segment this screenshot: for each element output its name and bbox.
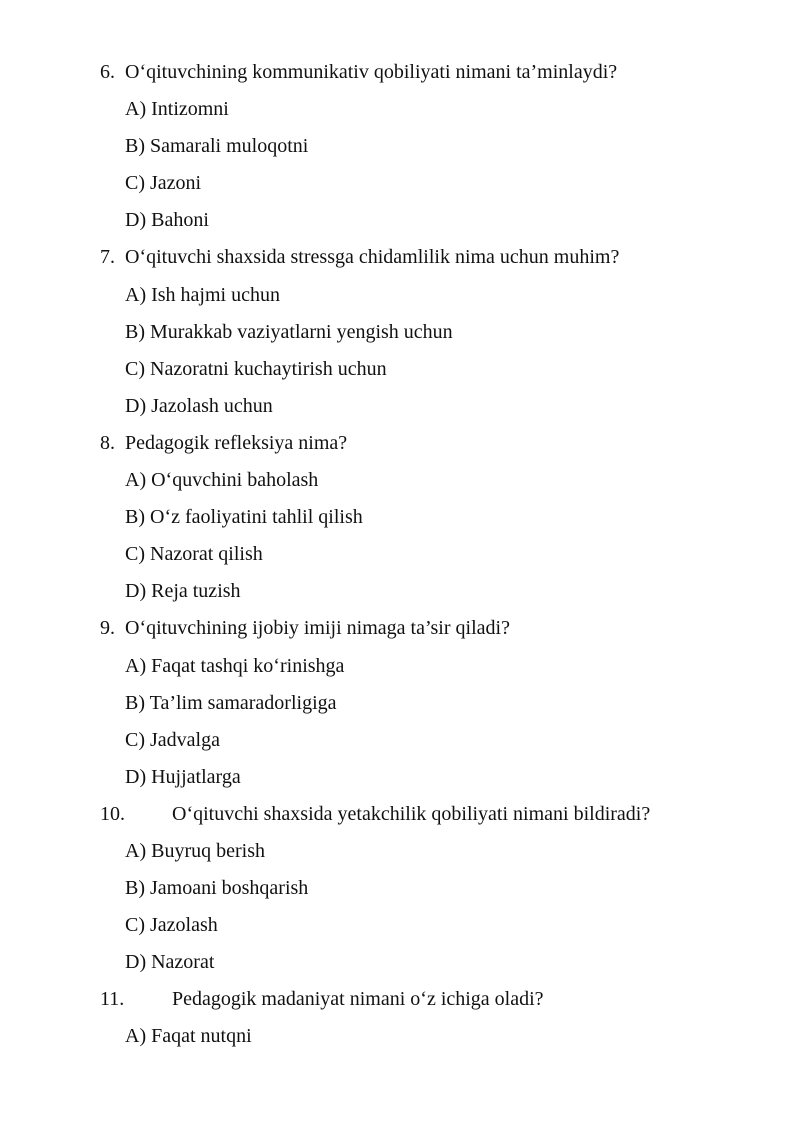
answer-option-text: D) Reja tuzish <box>125 580 241 603</box>
answer-option <box>0 833 800 870</box>
answer-option <box>0 128 800 165</box>
answer-option <box>0 536 800 573</box>
question-text: O‘qituvchi shaxsida yetakchilik qobiliyati nimani bildiradi? <box>172 802 651 825</box>
question-text: O‘qituvchining ijobiy imiji nimaga ta’sir qiladi? <box>125 617 510 640</box>
question-block <box>0 425 800 610</box>
answer-option <box>0 165 800 202</box>
answer-option <box>0 685 800 722</box>
answer-option-text: A) Buyruq berish <box>125 839 265 862</box>
answer-option-text: B) Samarali muloqotni <box>125 135 309 158</box>
question-line <box>0 610 800 647</box>
answer-option-text: A) Faqat tashqi ko‘rinishga <box>125 654 345 677</box>
question-line <box>0 54 800 91</box>
question-number: 6. <box>100 61 115 83</box>
question-number: 10. <box>100 802 125 825</box>
question-text: Pedagogik refleksiya nima? <box>125 431 348 454</box>
answer-option <box>0 573 800 610</box>
question-number: 9. <box>100 617 115 640</box>
question-text: O‘qituvchi shaxsida stressga chidamlilik nima uchun muhim? <box>125 246 620 269</box>
question-block <box>0 796 800 981</box>
question-line <box>0 981 800 1018</box>
answer-option <box>0 944 800 981</box>
answer-option-text: B) Jamoani boshqarish <box>125 877 309 900</box>
answer-option <box>0 648 800 685</box>
question-number: 11. <box>100 988 125 1011</box>
answer-option-text: C) Jazolash <box>125 914 218 937</box>
question-text: Pedagogik madaniyat nimani o‘z ichiga oladi? <box>172 988 544 1011</box>
answer-option-text: D) Hujjatlarga <box>125 765 241 788</box>
answer-option-text: C) Nazorat qilish <box>125 543 263 566</box>
answer-option-text: A) Faqat nutqni <box>125 1025 252 1048</box>
answer-option <box>0 351 800 388</box>
question-line <box>0 425 800 462</box>
question-number: 8. <box>100 431 115 454</box>
answer-option-text: B) Ta’lim samaradorligiga <box>125 691 337 714</box>
document-page <box>0 54 800 1056</box>
answer-option <box>0 388 800 425</box>
answer-option-text: B) O‘z faoliyatini tahlil qilish <box>125 506 363 529</box>
answer-option <box>0 907 800 944</box>
answer-option <box>0 202 800 239</box>
answer-option-text: C) Nazoratni kuchaytirish uchun <box>125 357 387 380</box>
question-block <box>0 54 800 239</box>
answer-option <box>0 91 800 128</box>
answer-option-text: D) Jazolash uchun <box>125 394 273 417</box>
answer-option-text: D) Bahoni <box>125 209 209 232</box>
answer-option <box>0 314 800 351</box>
answer-option-text: A) Intizomni <box>125 98 229 121</box>
question-block <box>0 981 800 1055</box>
answer-option <box>0 722 800 759</box>
question-block <box>0 239 800 424</box>
answer-option <box>0 759 800 796</box>
question-number: 7. <box>100 246 115 269</box>
answer-option <box>0 277 800 314</box>
question-line <box>0 796 800 833</box>
answer-option-text: A) Ish hajmi uchun <box>125 283 280 306</box>
answer-option-text: A) O‘quvchini baholash <box>125 469 319 492</box>
answer-option-text: C) Jadvalga <box>125 728 220 751</box>
answer-option <box>0 1018 800 1055</box>
answer-option <box>0 499 800 536</box>
answer-option <box>0 462 800 499</box>
question-block <box>0 610 800 795</box>
question-line <box>0 239 800 276</box>
question-text: O‘qituvchining kommunikativ qobiliyati nimani ta’minlaydi? <box>125 61 618 83</box>
answer-option-text: B) Murakkab vaziyatlarni yengish uchun <box>125 320 453 343</box>
answer-option <box>0 870 800 907</box>
answer-option-text: D) Nazorat <box>125 951 215 974</box>
answer-option-text: C) Jazoni <box>125 172 202 195</box>
